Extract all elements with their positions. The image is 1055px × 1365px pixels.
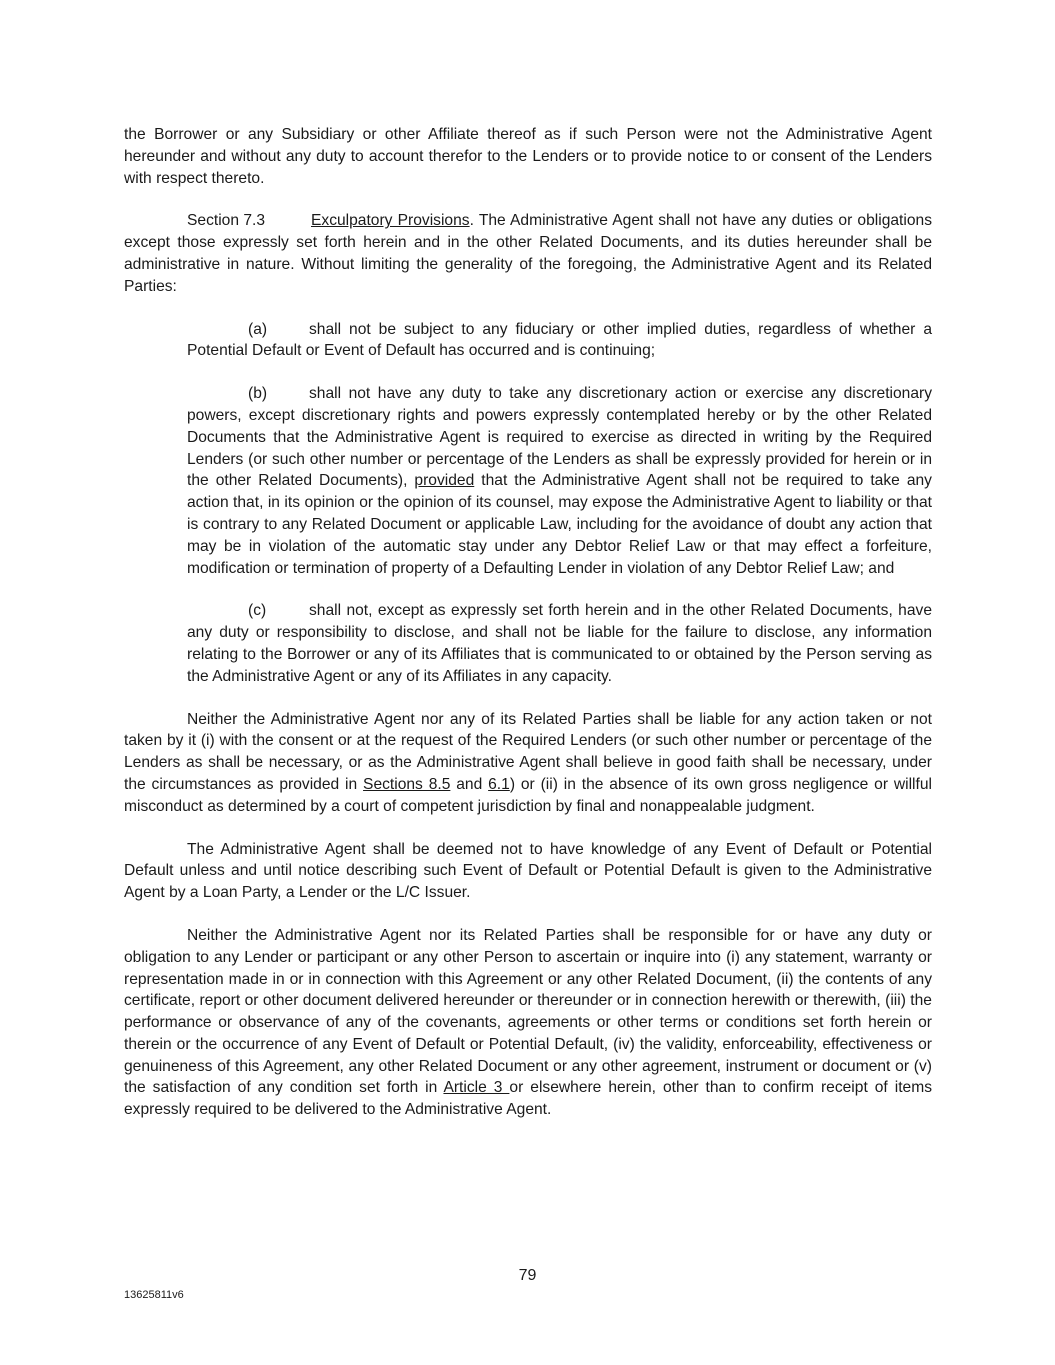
- document-id: 13625811v6: [124, 1289, 184, 1301]
- article-3-ref: Article 3: [443, 1079, 510, 1097]
- page-number: 79: [518, 1267, 537, 1284]
- clause-a: [187, 319, 932, 363]
- section-7-3-paragraph: [124, 210, 932, 297]
- section-title: Exculpatory Provisions: [311, 212, 470, 230]
- clause-a-text: shall not be subject to any fiduciary or other implied duties, regardless of whether a Potential Default or Event of Default has occurred and is continuing;: [187, 320, 932, 360]
- clause-c: [187, 600, 932, 687]
- clause-b-text-after: that the Administrative Agent shall not be required to take any action that, in its opinion or the opinion of its counsel, may expose the Administrative Agent to liability or that is contrary to any Related Document or applicable Law, including for the avoidance of doubt any action that may be in violation of the automatic stay under any Debtor Relief Law or that may effect a forfeiture, modification or termination of property of a Defaulting Lender in violation of any Debtor Relief Law; and: [187, 472, 932, 577]
- section-number: Section 7.3: [187, 212, 266, 230]
- liability-text-mid: and: [450, 775, 489, 793]
- clause-b-label: (b): [248, 385, 268, 403]
- paragraph-liability: [124, 709, 932, 818]
- liability-text-before: Neither the Administrative Agent nor any of its Related Parties shall be liable for any action taken or not taken by it (i) with the consent or at the request of the Required Lenders (or such other number or percentage of the Lenders as shall be necessary, or as the Administrative Agent shall believe in good faith shall be necessary, under the circumstances as provided in: [124, 710, 932, 793]
- section-6-1-ref: 6.1: [488, 775, 510, 793]
- responsibility-text-before: Neither the Administrative Agent nor its Related Parties shall be responsible for or have any duty or obligation to any Lender or participant or any other Person to ascertain or inquire into (i) any statement, warranty or representation made in or in connection with this Agreement or any other Related Document, (ii) the contents of any certificate, report or other document delivered hereunder or thereunder or in connection herewith or therewith, (iii) the performance or observance of any of the covenants, agreements or other terms or conditions set forth herein or therein or the occurrence of any Event of Default or Potential Default, (iv) the validity, enforceability, effectiveness or genuineness of this Agreement, any other Related Document or any other agreement, instrument or document or (v) the satisfaction of any condition set forth in: [124, 926, 932, 1097]
- paragraph-responsibility: [124, 925, 932, 1121]
- responsibility-text-after: or elsewhere herein, other than to confirm receipt of items expressly required to be delivered to the Administrative Agent.: [124, 1079, 933, 1119]
- paragraph-affiliate-continuation: the Borrower or any Subsidiary or other Affiliate thereof as if such Person were not the Administrative Agent hereunder and without any duty to account therefor to the Lenders or to provide notice to or consent of the Lenders with respect thereto.: [124, 126, 932, 187]
- liability-text-after: ) or (ii) in the absence of its own gross negligence or willful misconduct as determined by a court of competent jurisdiction by final and nonappealable judgment.: [124, 775, 932, 815]
- clause-b-text-before: shall not have any duty to take any discretionary action or exercise any discretionary powers, except discretionary rights and powers expressly contemplated hereby or by the other Related Documents that the Administrative Agent is required to exercise as directed in writing by the Required Lenders (or such other number or percentage of the Lenders as shall be expressly provided for herein or in the other Related Documents),: [187, 385, 932, 490]
- document-body: [124, 124, 932, 1142]
- clause-c-text: shall not, except as expressly set forth herein and in the other Related Documents, have any duty or responsibility to disclose, and shall not be liable for the failure to disclose, any information relating to the Borrower or any of its Affiliates that is communicated to or obtained by the Person serving as the Administrative Agent or any of its Affiliates in any capacity.: [187, 602, 932, 685]
- clause-b-provided: provided: [414, 472, 475, 490]
- section-text: The Administrative Agent shall not have any duties or obligations except those expressly set forth herein and in the other Related Documents, and its duties hereunder shall be administrative in nature. Without limiting the generality of the foregoing, the Administrative Agent and its Related Parties:: [124, 212, 932, 295]
- paragraph-knowledge: The Administrative Agent shall be deemed not to have knowledge of any Event of Default or Potential Default unless and until notice describing such Event of Default or Potential Default is given to the Administrative Agent by a Loan Party, a Lender or the L/C Issuer.: [124, 840, 932, 902]
- clause-c-label: (c): [248, 602, 267, 620]
- sections-8-5-ref: Sections 8.5: [363, 775, 451, 793]
- clause-b: [187, 383, 932, 579]
- clause-a-label: (a): [248, 320, 268, 338]
- section-title-suffix: .: [469, 212, 474, 230]
